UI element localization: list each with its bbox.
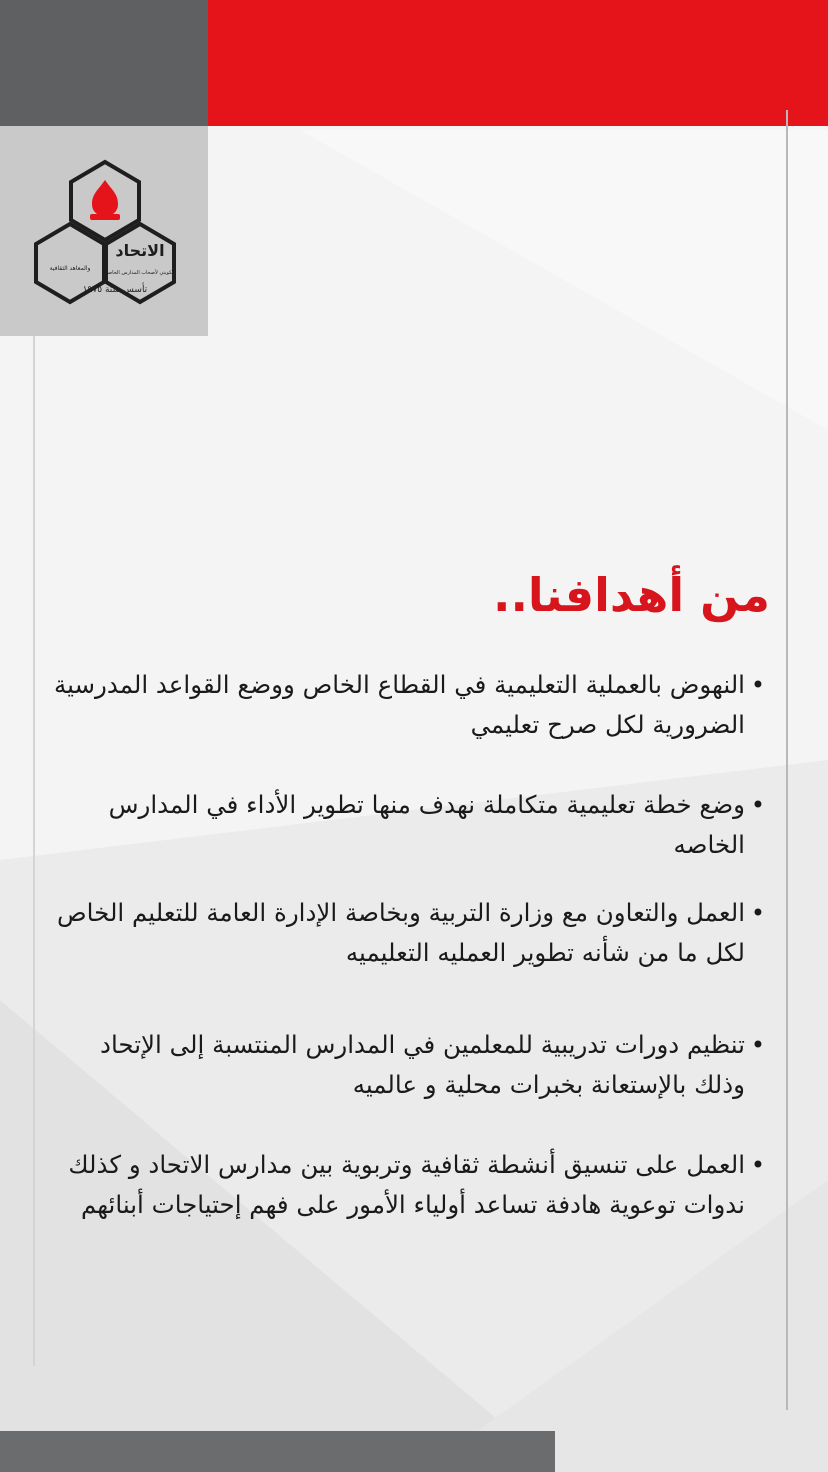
- bullet-icon: •: [750, 791, 765, 819]
- goal-text: العمل والتعاون مع وزارة التربية وبخاصة الإدارة العامة للتعليم الخاص لكل ما من شأنه تطوير العمليه التعليميه: [57, 898, 745, 967]
- logo-subtext-right: الكويتي لأصحاب المدارس الخاصة: [105, 270, 175, 276]
- flame-icon: [92, 180, 118, 216]
- bullet-icon: •: [750, 1151, 765, 1179]
- frame-line-right: [786, 110, 788, 1410]
- bullet-icon: •: [750, 1031, 765, 1059]
- logo-title: الاتحاد: [115, 241, 165, 260]
- logo-subtext-left: والمعاهد الثقافية: [49, 265, 91, 272]
- goal-text: وضع خطة تعليمية متكاملة نهدف منها تطوير الأداء في المدارس الخاصه: [108, 790, 745, 859]
- bullet-icon: •: [750, 899, 765, 927]
- goals-list: [50, 665, 765, 1265]
- goal-text: تنظيم دورات تدريبية للمعلمين في المدارس المنتسبة إلى الإتحاد وذلك بالإستعانة بخبرات محلية و عالميه: [100, 1030, 745, 1099]
- goal-item: [50, 893, 765, 973]
- header-red-banner: [208, 0, 828, 126]
- goal-text: النهوض بالعملية التعليمية في القطاع الخاص ووضع القواعد المدرسية الضرورية لكل صرح تعليمي: [53, 670, 745, 739]
- goal-item: [50, 665, 765, 745]
- header-gray-block: [0, 0, 208, 126]
- footer-gray-bar: [0, 1431, 555, 1472]
- goal-item: [50, 785, 765, 865]
- goal-text: العمل على تنسيق أنشطة ثقافية وتربوية بين مدارس الاتحاد و كذلك ندوات توعوية هادفة تساعد أولياء الأمور على فهم إحتياجات أبنائهم: [68, 1150, 745, 1219]
- goal-item: [50, 1145, 765, 1225]
- page-heading: من أهدافنا..: [492, 568, 770, 622]
- goal-item: [50, 1025, 765, 1105]
- logo-caption: تأسس سنة ١٩٧٥: [82, 285, 148, 295]
- frame-line-left: [33, 336, 35, 1366]
- bullet-icon: •: [750, 671, 765, 699]
